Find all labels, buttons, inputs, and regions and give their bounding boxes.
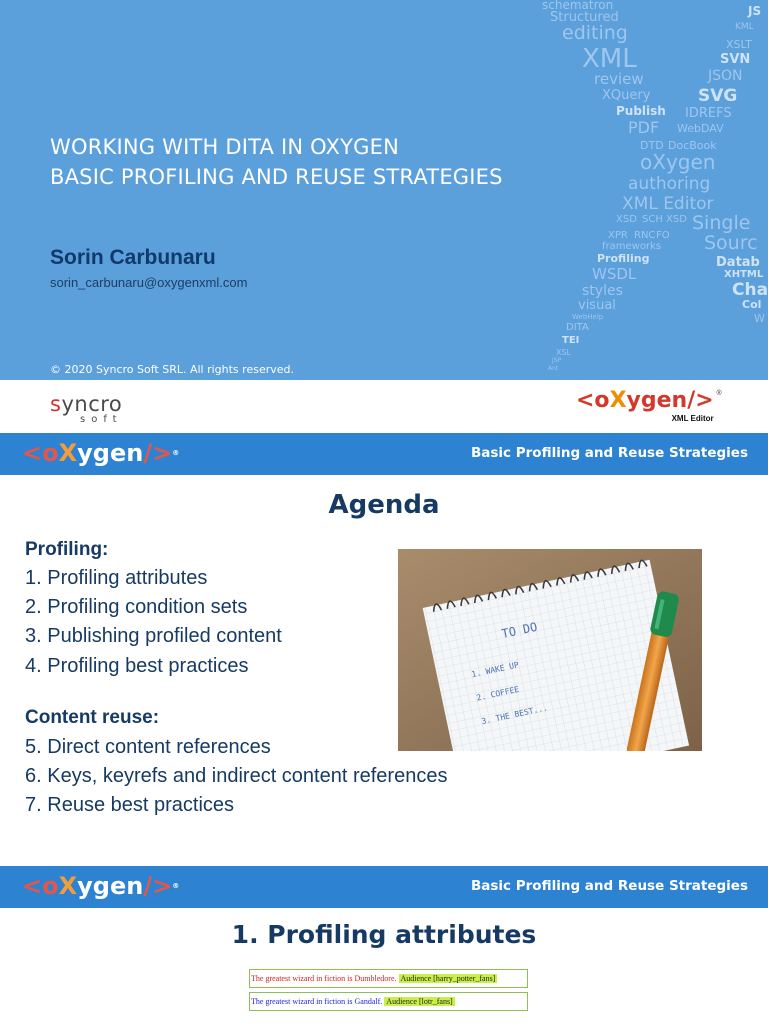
cloud-word: TEI: [562, 335, 580, 346]
oxygen-logo: <oXygen/>®: [22, 439, 180, 467]
cloud-word: editing: [562, 22, 628, 44]
cloud-word: schematron: [542, 0, 614, 12]
title-line-2: BASIC PROFILING AND REUSE STRATEGIES: [50, 165, 503, 189]
todo-notebook-photo: [398, 549, 702, 751]
profiled-example-2: [249, 992, 528, 1011]
copyright-notice: © 2020 Syncro Soft SRL. All rights reserved.: [50, 363, 294, 376]
cloud-word: Sourc: [704, 232, 758, 254]
agenda-item: 1. Profiling attributes: [25, 567, 208, 589]
oxygen-xml-editor-logo: [576, 388, 722, 423]
cloud-word: JSP: [552, 357, 562, 364]
cloud-word: visual: [578, 298, 616, 313]
cloud-word: IDREFS: [685, 106, 732, 121]
photo-note: 1. WAKE UP: [470, 660, 520, 680]
cloud-word: oXygen: [640, 150, 716, 174]
cloud-word: review: [594, 70, 644, 88]
cloud-word: PDF: [628, 118, 660, 137]
audience-tag: Audience [lotr_fans]: [386, 997, 453, 1006]
photo-note: TO DO: [500, 619, 539, 641]
agenda-item: 6. Keys, keyrefs and indirect content references: [25, 765, 448, 787]
agenda-item: 2. Profiling condition sets: [25, 596, 248, 618]
cloud-word: Col: [742, 298, 762, 311]
cloud-word: SVN: [720, 52, 751, 67]
title-line-1: WORKING WITH DITA IN OXYGEN: [50, 135, 399, 159]
cloud-word: frameworks: [602, 241, 662, 252]
reuse-section-label: Content reuse:: [25, 707, 160, 728]
cloud-word: DTD: [640, 139, 664, 152]
keyword-cloud: [520, 0, 768, 380]
agenda-item: 5. Direct content references: [25, 736, 271, 758]
photo-note: 2. COFFEE: [475, 684, 520, 703]
slide-header-bar: [0, 866, 768, 908]
cloud-word: Cha: [732, 280, 768, 300]
presentation-title: [50, 132, 503, 192]
cloud-word: XPR: [608, 230, 628, 241]
profiled-example-1: [249, 969, 528, 988]
syncro-logo-text: syncro: [50, 392, 123, 416]
cloud-word: Structured: [550, 10, 619, 25]
oxygen-logo-wordmark: <oXygen/>: [576, 388, 714, 413]
cloud-word: DocBook: [668, 139, 717, 152]
profiling-section-label: Profiling:: [25, 539, 109, 560]
agenda-heading: Agenda: [328, 490, 440, 520]
cloud-word: DITA: [566, 322, 589, 333]
cloud-word: FO: [656, 230, 670, 241]
cloud-word: WSDL: [592, 265, 637, 283]
author-name: Sorin Carbunaru: [50, 246, 216, 269]
cloud-word: XML Editor: [622, 194, 714, 214]
syncro-soft-logo: [50, 393, 123, 425]
agenda-item: 7. Reuse best practices: [25, 794, 235, 816]
cloud-word: styles: [582, 283, 623, 299]
section-heading: 1. Profiling attributes: [231, 920, 537, 949]
header-title: Basic Profiling and Reuse Strategies: [470, 878, 748, 894]
cloud-word: WebDAV: [677, 122, 724, 135]
cloud-word: authoring: [628, 174, 711, 194]
cloud-word: XHTML: [724, 269, 764, 280]
cloud-word: SCH: [642, 214, 663, 225]
oxygen-logo-subtitle: XML Editor: [671, 414, 714, 423]
cloud-word: XML: [582, 44, 637, 74]
syncro-logo-sub: soft: [80, 414, 123, 425]
cloud-word: XSL: [556, 348, 572, 357]
cloud-word: XQuery: [602, 88, 651, 103]
cloud-word: WebHelp: [572, 313, 604, 321]
cloud-word: XSLT: [726, 38, 752, 51]
cloud-word: Single: [692, 212, 751, 234]
photo-note: 3. THE BEST...: [480, 703, 549, 727]
example-text: The greatest wizard in fiction is Dumbledore.: [251, 974, 397, 983]
cloud-word: Ant: [548, 365, 559, 372]
slide-header-bar: [0, 433, 768, 475]
cloud-word: Publish: [616, 104, 666, 118]
cloud-word: Datab: [716, 255, 760, 270]
cloud-word: JSON: [708, 68, 743, 84]
cloud-word: SVG: [698, 86, 738, 106]
cloud-word: JS: [748, 4, 762, 18]
cloud-word: XSD: [616, 214, 637, 225]
registered-mark: ®: [716, 390, 722, 397]
cloud-word: XSD: [666, 214, 687, 225]
author-email: sorin_carbunaru@oxygenxml.com: [50, 275, 248, 290]
agenda-item: 4. Profiling best practices: [25, 655, 249, 677]
title-slide: [0, 0, 768, 380]
cloud-word: RNC: [634, 230, 656, 241]
audience-tag: Audience [harry_potter_fans]: [400, 974, 496, 983]
cloud-word: W: [754, 312, 765, 325]
header-title: Basic Profiling and Reuse Strategies: [470, 445, 748, 461]
cloud-word: KML: [735, 22, 754, 32]
agenda-item: 3. Publishing profiled content: [25, 625, 282, 647]
example-text: The greatest wizard in fiction is Gandalf.: [251, 997, 383, 1006]
cloud-word: Profiling: [597, 252, 650, 265]
oxygen-logo: <oXygen/>®: [22, 872, 180, 900]
